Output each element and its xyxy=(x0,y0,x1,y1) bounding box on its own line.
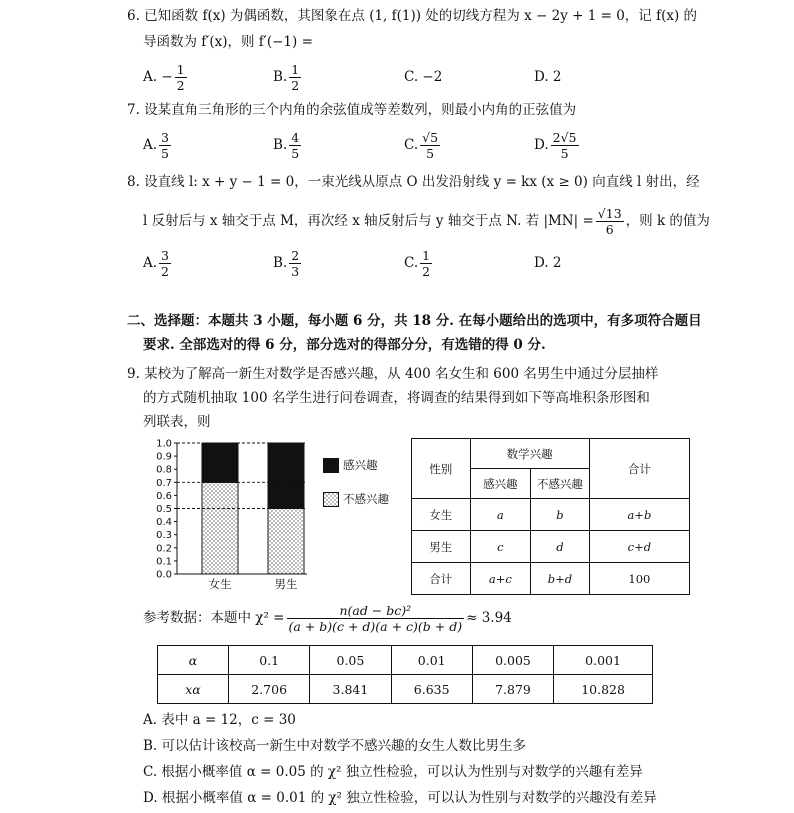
bar-segment xyxy=(202,482,238,574)
q9-option-a[interactable]: A. 表中 a = 12，c = 30 xyxy=(143,712,296,728)
legend-swatch-not-interested xyxy=(323,492,339,507)
y-tick-label: 0.9 xyxy=(156,451,172,463)
header-math-interest: 数学兴趣 xyxy=(470,439,589,469)
legend-swatch-interested xyxy=(323,458,339,473)
q7-option-b[interactable]: B. $\frac{4}{5}$ xyxy=(273,130,300,161)
y-tick-label: 0.0 xyxy=(156,569,172,581)
y-tick-label: 0.2 xyxy=(156,543,172,555)
q6-option-a[interactable]: A. − $\frac{1}{2}$ xyxy=(143,62,185,93)
table-row: 女生 a b a+b xyxy=(412,499,690,531)
bar-segment xyxy=(268,443,304,509)
bar-segment xyxy=(268,509,304,575)
y-tick-label: 0.5 xyxy=(156,504,172,515)
q7-option-d[interactable]: D. $\frac{2√5}{5}$ xyxy=(534,130,577,161)
q8-stem-line2: l 反射后与 x 轴交于点 M，再次经 x 轴反射后与 y 轴交于点 N. 若 |MN| = $\frac{√13}{6}$ ，则 k 的值为 xyxy=(143,206,710,237)
y-tick-label: 0.8 xyxy=(156,464,172,476)
header-not-interested: 不感兴趣 xyxy=(531,469,590,499)
q7-option-a[interactable]: A. $\frac{3}{5}$ xyxy=(143,130,169,161)
section2-heading-line1: 二、选择题：本题共 3 小题，每小题 6 分，共 18 分. 在每小题给出的选项中，有多项符合题目 xyxy=(127,313,702,329)
q9-option-c[interactable]: C. 根据小概率值 α = 0.05 的 χ² 独立性检验，可以认为性别与对数学的兴趣有差异 xyxy=(143,764,643,780)
x-tick-label: 男生 xyxy=(274,577,298,591)
alpha-critical-table xyxy=(157,645,653,704)
q9-stem-line1: 9. 某校为了解高一新生对数学是否感兴趣，从 400 名女生和 600 名男生中通过分层抽样 xyxy=(127,366,659,382)
q6-option-d[interactable]: D. 2 xyxy=(534,69,562,85)
q6-stem-line1: 6. 已知函数 f(x) 为偶函数，其图象在点 (1, f(1)) 处的切线方程为 x − 2y + 1 = 0，记 f(x) 的 xyxy=(127,8,698,24)
bar-segment xyxy=(202,443,238,482)
q8-option-b[interactable]: B. $\frac{2}{3}$ xyxy=(273,248,300,279)
y-tick-label: 0.6 xyxy=(156,490,172,502)
q8-option-a[interactable]: A. $\frac{3}{2}$ xyxy=(143,248,169,279)
table-row: xα 2.706 3.841 6.635 7.879 10.828 xyxy=(158,675,653,704)
header-gender: 性别 xyxy=(412,439,471,499)
header-interested: 感兴趣 xyxy=(470,469,531,499)
y-tick-label: 0.3 xyxy=(156,530,172,542)
q9-stem-line3: 列联表，则 xyxy=(143,414,211,430)
q7-option-c[interactable]: C. $\frac{√5}{5}$ xyxy=(404,130,439,161)
q6-option-b[interactable]: B. $\frac{1}{2}$ xyxy=(273,62,300,93)
q6-stem-line2: 导函数为 f′(x)，则 f′(−1) = xyxy=(143,34,313,50)
y-tick-label: 0.1 xyxy=(156,556,172,568)
q8-option-c[interactable]: C. $\frac{1}{2}$ xyxy=(404,248,431,279)
table-row: 合计 a+c b+d 100 xyxy=(412,563,690,595)
q6-option-c[interactable]: C. −2 xyxy=(404,69,443,85)
x-tick-label: 女生 xyxy=(208,577,232,591)
section2-heading-line2: 要求. 全部选对的得 6 分，部分选对的得部分分，有选错的得 0 分. xyxy=(143,337,546,353)
table-row: 男生 c d c+d xyxy=(412,531,690,563)
q7-stem: 7. 设某直角三角形的三个内角的余弦值成等差数列，则最小内角的正弦值为 xyxy=(127,102,577,118)
q9-stem-line2: 的方式随机抽取 100 名学生进行问卷调查，将调查的结果得到如下等高堆积条形图和 xyxy=(143,390,650,406)
contingency-table xyxy=(411,438,690,595)
q9-option-b[interactable]: B. 可以估计该校高一新生中对数学不感兴趣的女生人数比男生多 xyxy=(143,738,527,754)
y-tick-label: 0.4 xyxy=(156,517,172,529)
q9-option-d[interactable]: D. 根据小概率值 α = 0.01 的 χ² 独立性检验，可以认为性别与对数学的兴趣没有差异 xyxy=(143,790,657,806)
q9-reference-formula: 参考数据：本题中 χ² = $\frac{\text{n(ad − bc)²}}{(a + b)(c + d)(a + c)(b + d)}$ ≈ 3.94 xyxy=(143,603,512,634)
legend-label-not-interested: 不感兴趣 xyxy=(343,492,389,506)
header-total: 合计 xyxy=(589,439,689,499)
legend-label-interested: 感兴趣 xyxy=(343,458,378,472)
y-tick-label: 0.7 xyxy=(156,477,172,489)
q8-option-d[interactable]: D. 2 xyxy=(534,255,562,271)
table-row: α 0.1 0.05 0.01 0.005 0.001 xyxy=(158,646,653,675)
y-tick-label: 1.0 xyxy=(156,438,172,450)
q8-stem-line1: 8. 设直线 l: x + y − 1 = 0，一束光线从原点 O 出发沿射线 y = kx (x ≥ 0) 向直线 l 射出，经 xyxy=(127,174,700,190)
